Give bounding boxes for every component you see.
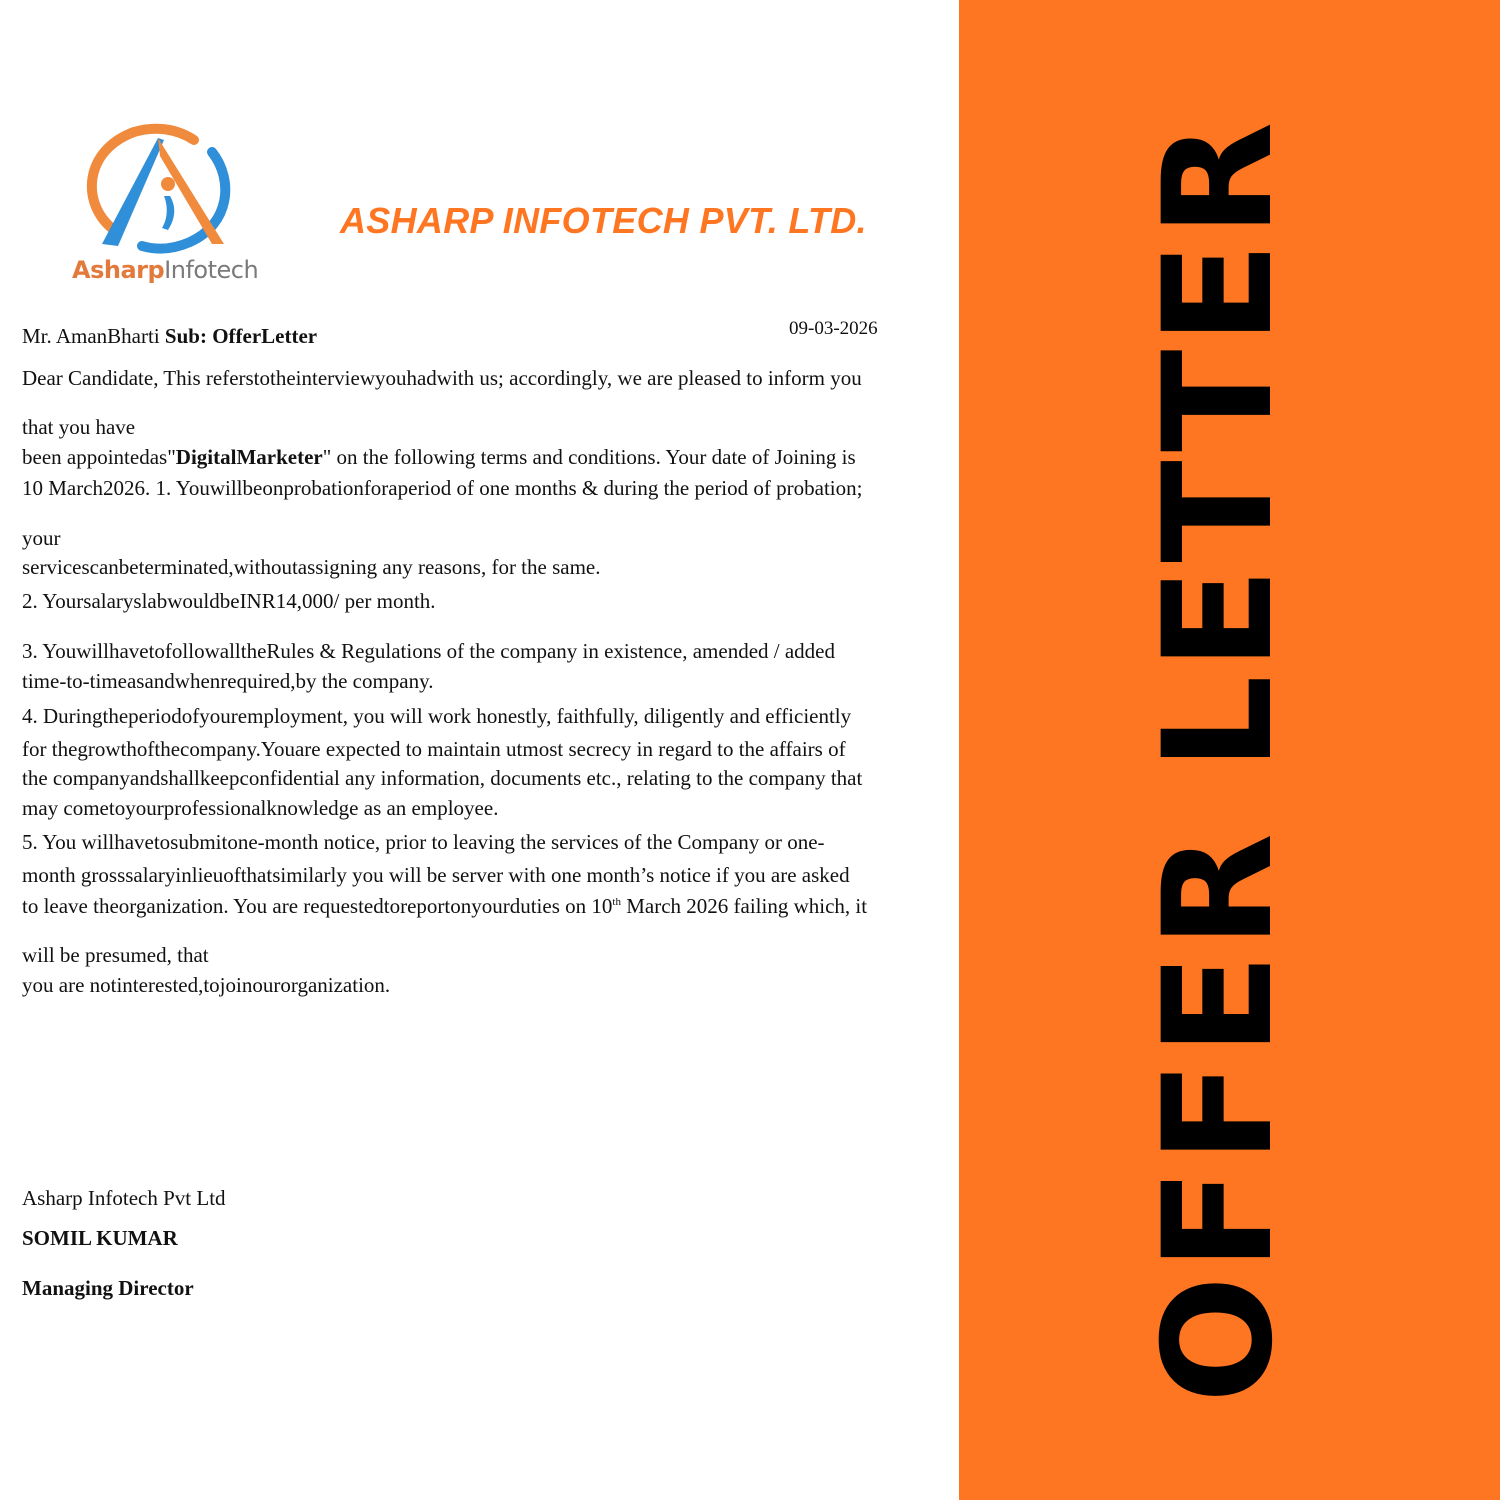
body-line: the companyandshallkeepconfidential any information, documents etc., relating to the company that	[22, 766, 863, 790]
logo-wordmark-bold: Asharp	[72, 256, 165, 284]
ordinal-suffix: th	[612, 896, 621, 908]
body-line: 10 March2026. 1. Youwillbeonprobationforaperiod of one months & during the period of probation;	[22, 476, 863, 500]
signature-company: Asharp Infotech Pvt Ltd	[22, 1186, 226, 1210]
logo-wordmark-light: Infotech	[164, 256, 259, 284]
recipient-name: Mr. AmanBharti	[22, 324, 160, 348]
recipient-line	[22, 324, 317, 349]
subject-line: Sub: OfferLetter	[164, 324, 318, 348]
body-text: been appointedas"	[22, 445, 176, 469]
body-line: servicescanbeterminated,withoutassigning any reasons, for the same.	[22, 555, 601, 579]
logo-wordmark	[72, 256, 257, 284]
letter-date: 09-03-2026	[789, 318, 878, 339]
company-logo	[72, 122, 257, 297]
body-line: 2. YoursalaryslabwouldbeINR14,000/ per month.	[22, 589, 436, 613]
company-name-heading: ASHARP INFOTECH PVT. LTD.	[340, 200, 867, 241]
signatory-title: Managing Director	[22, 1276, 194, 1300]
body-line: month grosssalaryinlieuofthatsimilarly you will be server with one month’s notice if you are asked	[22, 863, 850, 887]
body-line: Dear Candidate, This referstotheinterviewyouhadwith us; accordingly, we are pleased to inform you	[22, 366, 862, 390]
side-banner-title: OFFER LETTER	[1132, 116, 1306, 1404]
signatory-name: SOMIL KUMAR	[22, 1226, 178, 1250]
body-line: 5. You willhavetosubmitone-month notice, prior to leaving the services of the Company or one-	[22, 830, 825, 854]
role-title: DigitalMarketer	[175, 445, 323, 469]
body-line: you are notinterested,tojoinourorganization.	[22, 973, 391, 997]
body-line: your	[22, 526, 61, 550]
body-line: that you have	[22, 415, 136, 439]
body-text: " on the following terms and conditions. Your date of Joining is	[322, 445, 856, 469]
body-line: will be presumed, that	[22, 943, 209, 967]
body-line: for thegrowthofthecompany.Youare expected to maintain utmost secrecy in regard to the affairs of	[22, 737, 846, 761]
body-line	[22, 894, 867, 919]
logo-emblem-icon	[72, 122, 257, 257]
body-line	[22, 445, 856, 470]
body-line: 3. YouwillhavetofollowalltheRules & Regulations of the company in existence, amended / added	[22, 639, 836, 663]
body-text: to leave theorganization. You are requestedtoreportonyourduties on 10	[22, 894, 613, 918]
body-line: 4. Duringtheperiodofyouremployment, you will work honestly, faithfully, diligently and efficiently	[22, 704, 852, 728]
body-line: may cometoyourprofessionalknowledge as an employee.	[22, 796, 499, 820]
body-line: time-to-timeasandwhenrequired,by the company.	[22, 669, 434, 693]
body-text: March 2026 failing which, it	[620, 894, 868, 918]
